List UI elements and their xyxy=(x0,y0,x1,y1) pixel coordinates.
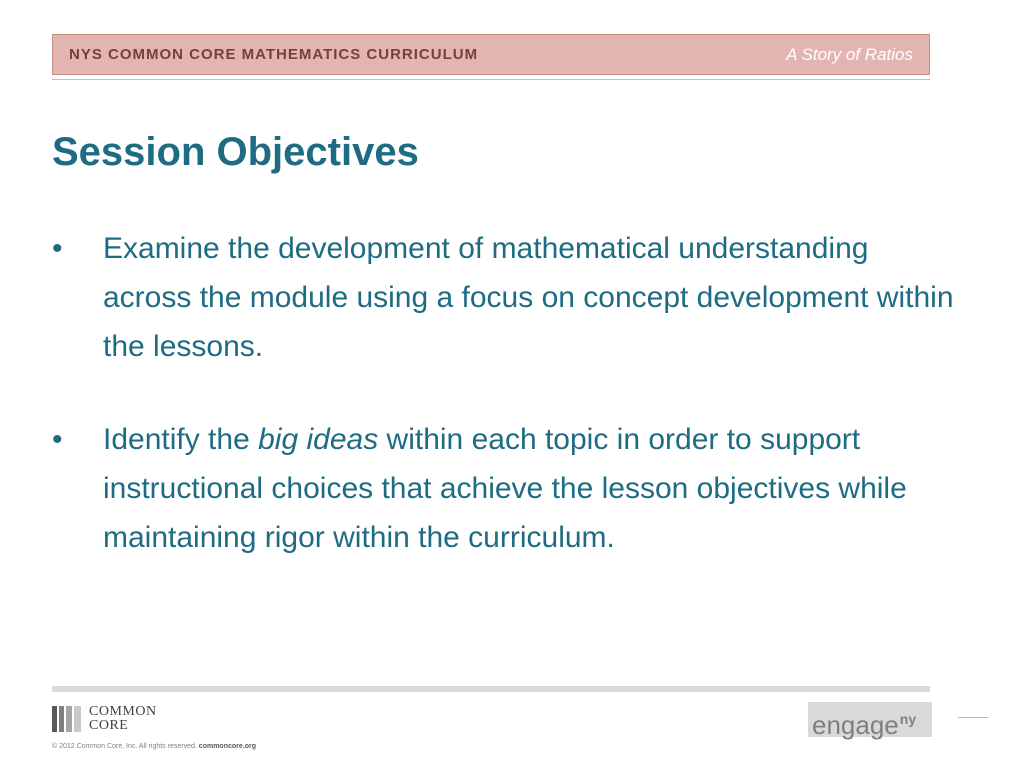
objectives-list xyxy=(52,224,962,606)
engageny-logo xyxy=(808,702,932,740)
objective-text-before: Identify the xyxy=(103,423,259,456)
wordmark-line-1: COMMON xyxy=(89,704,157,719)
copyright-notice xyxy=(52,743,256,750)
story-title: A Story of Ratios xyxy=(786,45,913,64)
wordmark-line-2: CORE xyxy=(89,718,129,733)
common-core-logo xyxy=(52,704,157,734)
slide-edge-mark xyxy=(958,717,988,718)
book-stack-icon xyxy=(52,706,81,732)
objective-item xyxy=(52,415,962,562)
engage-wordmark: engage xyxy=(812,710,899,740)
bullet-icon: • xyxy=(52,423,63,456)
header-bar xyxy=(52,34,930,75)
common-core-wordmark xyxy=(89,705,157,733)
header-divider xyxy=(52,79,930,80)
curriculum-title: NYS COMMON CORE MATHEMATICS CURRICULUM xyxy=(69,46,479,63)
objective-text-after: within each topic in order to support instructional choices that achieve the lesson objectives while maintaining rigor within the curriculum. xyxy=(103,423,907,554)
objective-item xyxy=(52,224,962,371)
objective-emphasis: big ideas xyxy=(258,423,379,456)
slide-title: Session Objectives xyxy=(52,130,419,174)
footer-divider xyxy=(52,686,930,692)
copyright-text: © 2012 Common Core, Inc. All rights reserved. xyxy=(52,743,197,750)
objective-text: Examine the development of mathematical understanding across the module using a focus on concept development within the lessons. xyxy=(103,232,954,363)
engage-ny: ny xyxy=(899,711,917,727)
bullet-icon: • xyxy=(52,232,63,265)
copyright-link[interactable]: commoncore.org xyxy=(198,743,256,750)
